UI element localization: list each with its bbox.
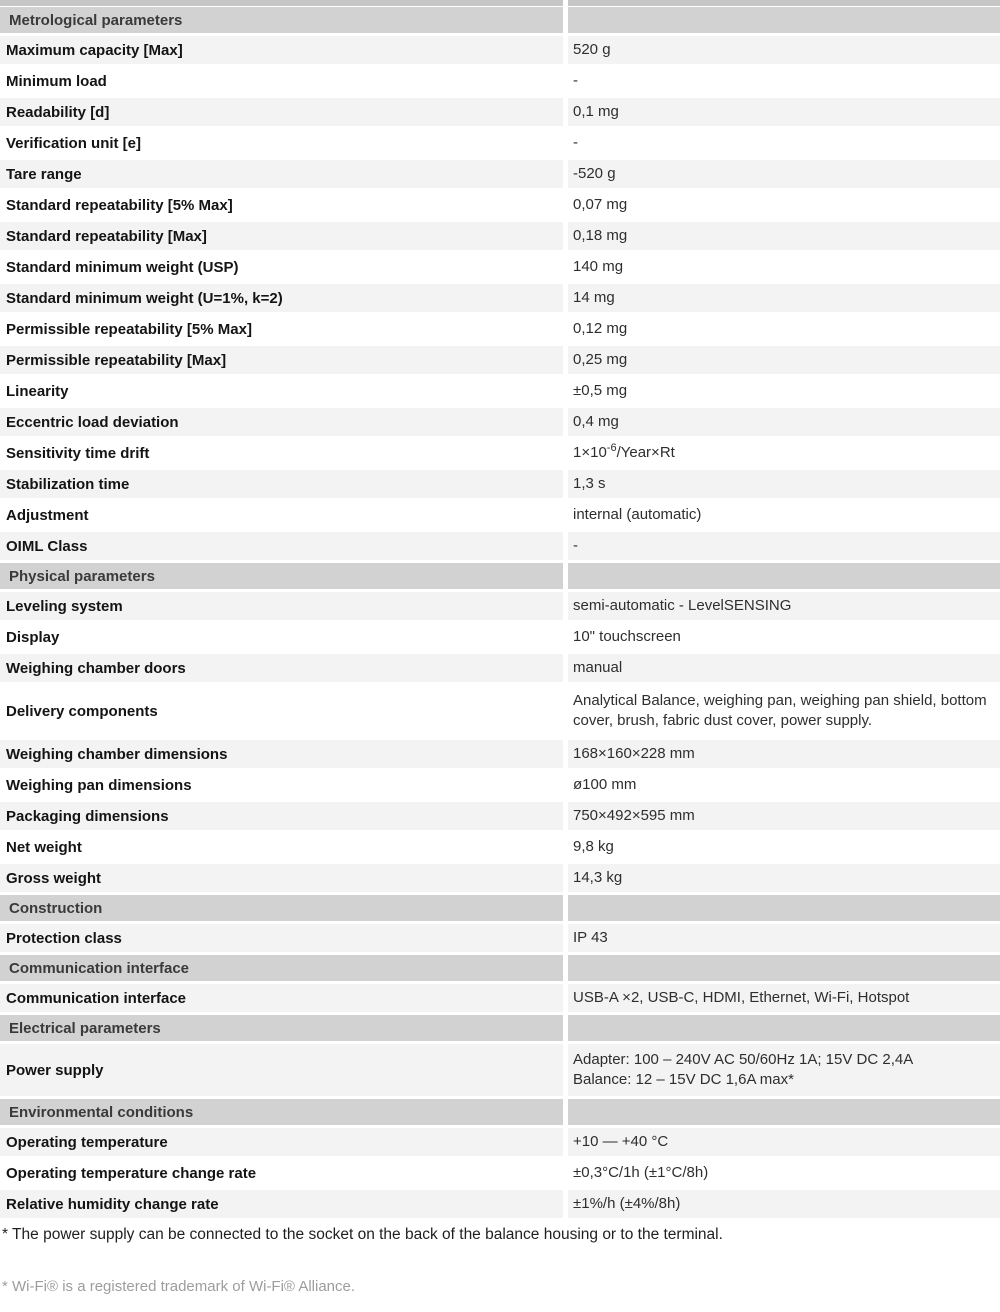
section-header-row	[0, 563, 1000, 589]
spec-row	[0, 377, 1000, 405]
spec-row	[0, 501, 1000, 529]
spec-label: Eccentric load deviation	[0, 408, 563, 436]
spec-row	[0, 532, 1000, 560]
spec-value: Analytical Balance, weighing pan, weighing pan shield, bottom cover, brush, fabric dust cover, power supply.	[568, 685, 1000, 737]
spec-row	[0, 771, 1000, 799]
spec-value: 140 mg	[568, 253, 1000, 281]
section-header-label: Electrical parameters	[0, 1015, 563, 1041]
spec-value: 0,1 mg	[568, 98, 1000, 126]
spec-value: -520 g	[568, 160, 1000, 188]
cropped-top-row-right-cell	[568, 0, 1000, 6]
spec-label: Packaging dimensions	[0, 802, 563, 830]
spec-row	[0, 802, 1000, 830]
spec-row	[0, 222, 1000, 250]
spec-label: Standard minimum weight (U=1%, k=2)	[0, 284, 563, 312]
section-header-row	[0, 1015, 1000, 1041]
spec-row	[0, 284, 1000, 312]
section-header-label: Environmental conditions	[0, 1099, 563, 1125]
spec-label: Operating temperature	[0, 1128, 563, 1156]
spec-value: IP 43	[568, 924, 1000, 952]
spec-label: Net weight	[0, 833, 563, 861]
spec-label: Power supply	[0, 1044, 563, 1096]
spec-value: manual	[568, 654, 1000, 682]
spec-label: Delivery components	[0, 685, 563, 737]
spec-value: 14 mg	[568, 284, 1000, 312]
spec-value: 10" touchscreen	[568, 623, 1000, 651]
spec-label: Readability [d]	[0, 98, 563, 126]
spec-value: 0,07 mg	[568, 191, 1000, 219]
spec-value: 520 g	[568, 36, 1000, 64]
spec-row	[0, 253, 1000, 281]
spec-row	[0, 1044, 1000, 1096]
spec-row	[0, 833, 1000, 861]
spec-value: 14,3 kg	[568, 864, 1000, 892]
spec-label: Sensitivity time drift	[0, 439, 563, 467]
spec-label: Communication interface	[0, 984, 563, 1012]
spec-label: Display	[0, 623, 563, 651]
spec-value: 9,8 kg	[568, 833, 1000, 861]
table-rows	[0, 7, 1000, 1218]
spec-row	[0, 1128, 1000, 1156]
spec-value: +10 — +40 °C	[568, 1128, 1000, 1156]
spec-label: Minimum load	[0, 67, 563, 95]
spec-label: Standard repeatability [Max]	[0, 222, 563, 250]
section-header-empty-cell	[568, 1099, 1000, 1125]
spec-value: ø100 mm	[568, 771, 1000, 799]
spec-label: Protection class	[0, 924, 563, 952]
section-header-row	[0, 895, 1000, 921]
spec-value: 750×492×595 mm	[568, 802, 1000, 830]
spec-row	[0, 740, 1000, 768]
value-line: Adapter: 100 – 240V AC 50/60Hz 1A; 15V DC 2,4A	[573, 1051, 914, 1068]
spec-value: 1,3 s	[568, 470, 1000, 498]
spec-row	[0, 924, 1000, 952]
spec-value: 0,12 mg	[568, 315, 1000, 343]
spec-label: Operating temperature change rate	[0, 1159, 563, 1187]
spec-label: Maximum capacity [Max]	[0, 36, 563, 64]
spec-row	[0, 129, 1000, 157]
spec-row	[0, 36, 1000, 64]
spec-row	[0, 864, 1000, 892]
spec-value: ±0,5 mg	[568, 377, 1000, 405]
spec-label: Standard repeatability [5% Max]	[0, 191, 563, 219]
section-header-row	[0, 1099, 1000, 1125]
section-header-label: Communication interface	[0, 955, 563, 981]
value-superscript: -6	[606, 442, 617, 454]
spec-row	[0, 470, 1000, 498]
spec-label: Permissible repeatability [Max]	[0, 346, 563, 374]
spec-value	[568, 1044, 1000, 1096]
spec-row	[0, 315, 1000, 343]
spec-value: ±0,3°C/1h (±1°C/8h)	[568, 1159, 1000, 1187]
spec-row	[0, 654, 1000, 682]
section-header-row	[0, 7, 1000, 33]
power-supply-footnote: * The power supply can be connected to the socket on the back of the balance housing or to the terminal.	[2, 1226, 723, 1243]
spec-label: Standard minimum weight (USP)	[0, 253, 563, 281]
spec-row	[0, 1190, 1000, 1218]
spec-label: Weighing chamber dimensions	[0, 740, 563, 768]
spec-row	[0, 685, 1000, 737]
spec-label: Leveling system	[0, 592, 563, 620]
spec-label: Weighing pan dimensions	[0, 771, 563, 799]
spec-label: Weighing chamber doors	[0, 654, 563, 682]
spec-label: Gross weight	[0, 864, 563, 892]
section-header-empty-cell	[568, 1015, 1000, 1041]
spec-value: semi-automatic - LevelSENSING	[568, 592, 1000, 620]
spec-value: internal (automatic)	[568, 501, 1000, 529]
value-text-post: /Year×Rt	[616, 444, 675, 461]
spec-row	[0, 98, 1000, 126]
section-header-empty-cell	[568, 955, 1000, 981]
spec-value	[568, 439, 1000, 467]
cropped-top-row-left-cell	[0, 0, 563, 6]
spec-label: Linearity	[0, 377, 563, 405]
spec-label: Verification unit [e]	[0, 129, 563, 157]
section-header-label: Metrological parameters	[0, 7, 563, 33]
spec-label: Permissible repeatability [5% Max]	[0, 315, 563, 343]
spec-label: Relative humidity change rate	[0, 1190, 563, 1218]
spec-row	[0, 408, 1000, 436]
spec-row	[0, 623, 1000, 651]
value-text-pre: 1×10	[573, 444, 607, 461]
section-header-empty-cell	[568, 563, 1000, 589]
value-line: Balance: 12 – 15V DC 1,6A max*	[573, 1071, 794, 1088]
spec-row	[0, 191, 1000, 219]
spec-row	[0, 67, 1000, 95]
spec-value: 168×160×228 mm	[568, 740, 1000, 768]
spec-value: -	[568, 67, 1000, 95]
spec-row	[0, 439, 1000, 467]
spec-value: 0,18 mg	[568, 222, 1000, 250]
spec-value: -	[568, 129, 1000, 157]
spec-value: 0,25 mg	[568, 346, 1000, 374]
section-header-label: Physical parameters	[0, 563, 563, 589]
wifi-trademark-footnote: * Wi-Fi® is a registered trademark of Wi-Fi® Alliance.	[2, 1278, 356, 1295]
section-header-row	[0, 955, 1000, 981]
section-header-empty-cell	[568, 7, 1000, 33]
spec-label: Tare range	[0, 160, 563, 188]
spec-label: OIML Class	[0, 532, 563, 560]
spec-label: Adjustment	[0, 501, 563, 529]
spec-row	[0, 984, 1000, 1012]
spec-row	[0, 1159, 1000, 1187]
spec-value: -	[568, 532, 1000, 560]
spec-row	[0, 592, 1000, 620]
section-header-empty-cell	[568, 895, 1000, 921]
section-header-label: Construction	[0, 895, 563, 921]
spec-value-composite	[573, 443, 675, 463]
spec-value: USB-A ×2, USB-C, HDMI, Ethernet, Wi-Fi, Hotspot	[568, 984, 1000, 1012]
spec-row	[0, 160, 1000, 188]
spec-label: Stabilization time	[0, 470, 563, 498]
spec-value: 0,4 mg	[568, 408, 1000, 436]
spec-row	[0, 346, 1000, 374]
spec-value: ±1%/h (±4%/8h)	[568, 1190, 1000, 1218]
cropped-top-row	[0, 0, 1000, 6]
